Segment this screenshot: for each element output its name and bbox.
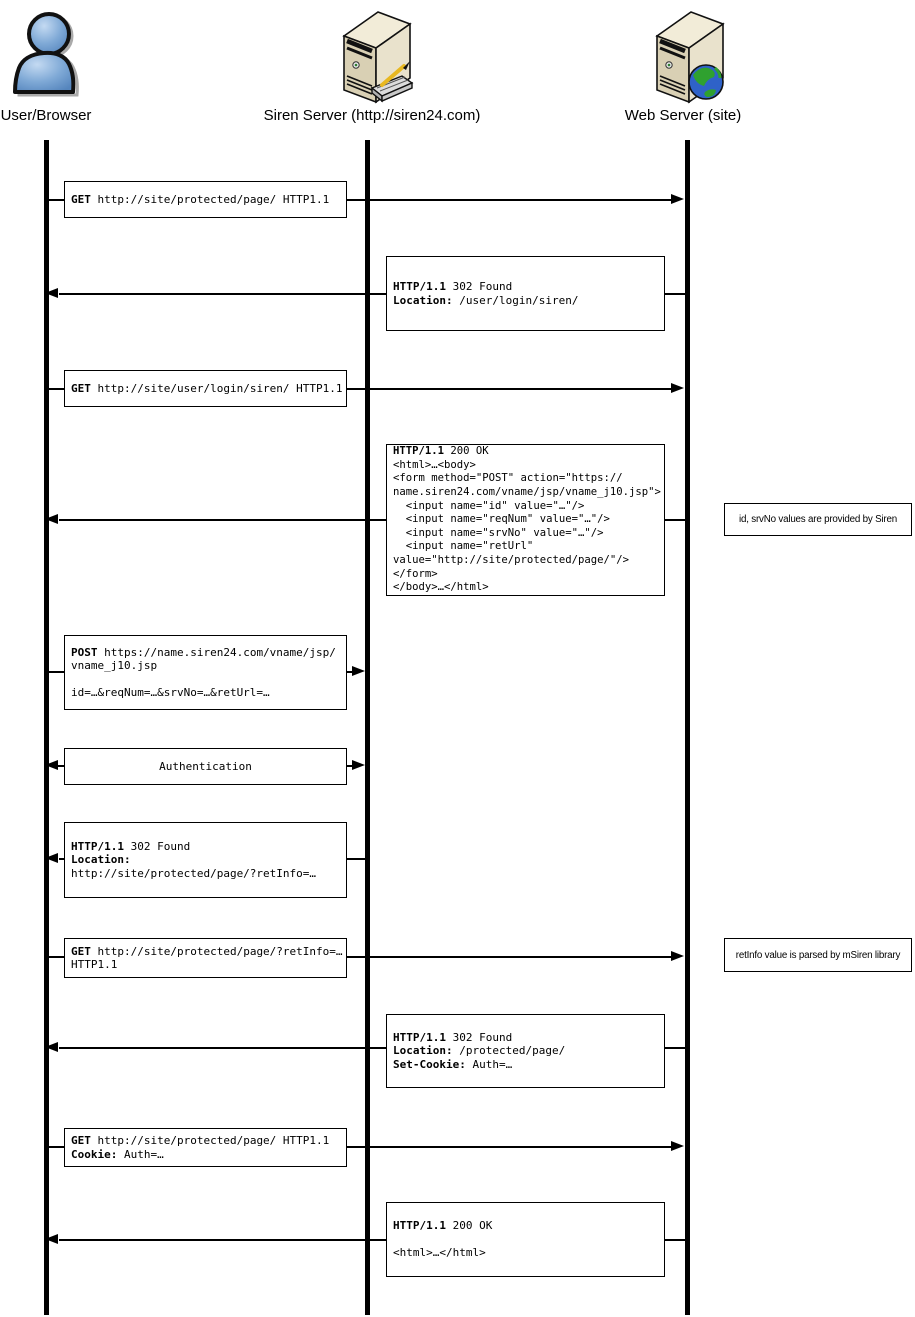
note-retinfo-msiren: retInfo value is parsed by mSiren library	[724, 938, 912, 972]
message-box-get-login-siren: GET http://site/user/login/siren/ HTTP1.1	[64, 370, 347, 407]
arrowhead-right-icon	[671, 383, 684, 393]
message-box-get-protected-page: GET http://site/protected/page/ HTTP1.1	[64, 181, 347, 218]
note-id-srvno: id, srvNo values are provided by Siren	[724, 503, 912, 536]
actor-label-web-server: Web Server (site)	[624, 107, 742, 124]
arrowhead-left-icon	[45, 853, 58, 863]
message-box-get-retinfo: GET http://site/protected/page/?retInfo=… HTTP1.1	[64, 938, 347, 978]
user-icon	[10, 6, 82, 107]
message-box-200-login-form: HTTP/1.1 200 OK <html>…<body> <form method="POST" action="https:// name.siren24.com/vname/jsp/vname_j10.jsp"> <input name="id" value="…"/> <input name="reqNum" value="…"/> <input name="srvNo" value="…"/> <input name="retUrl" value="http://site/protected/page/"/> </form> </body>…</html>	[386, 444, 665, 596]
web-server-icon	[643, 2, 727, 111]
message-box-post-vname: POST https://name.siren24.com/vname/jsp/ vname_j10.jsp id=…&reqNum=…&srvNo=…&retUrl=…	[64, 635, 347, 710]
message-box-200-final: HTTP/1.1 200 OK <html>…</html>	[386, 1202, 665, 1277]
arrowhead-left-icon	[45, 1234, 58, 1244]
message-box-302-retinfo: HTTP/1.1 302 Found Location: http://site/protected/page/?retInfo=…	[64, 822, 347, 898]
arrowhead-right-icon	[352, 760, 365, 770]
lifeline-siren-server	[365, 140, 370, 1315]
arrowhead-right-icon	[671, 951, 684, 961]
arrowhead-left-icon	[45, 288, 58, 298]
arrowhead-right-icon	[671, 194, 684, 204]
lifeline-user-browser	[44, 140, 49, 1315]
message-box-authentication: Authentication	[64, 748, 347, 785]
arrowhead-left-icon	[45, 514, 58, 524]
arrowhead-left-icon	[45, 1042, 58, 1052]
message-box-get-with-cookie: GET http://site/protected/page/ HTTP1.1 Cookie: Auth=…	[64, 1128, 347, 1167]
arrowhead-left-icon	[45, 760, 58, 770]
message-box-302-set-cookie: HTTP/1.1 302 Found Location: /protected/page/ Set-Cookie: Auth=…	[386, 1014, 665, 1088]
lifeline-web-server	[685, 140, 690, 1315]
actor-label-siren-server: Siren Server (http://siren24.com)	[263, 107, 481, 124]
arrowhead-right-icon	[352, 666, 365, 676]
actor-label-user-browser: User/Browser	[0, 107, 92, 124]
message-box-302-login-siren: HTTP/1.1 302 Found Location: /user/login/siren/	[386, 256, 665, 331]
siren-server-icon	[330, 2, 414, 111]
arrowhead-right-icon	[671, 1141, 684, 1151]
